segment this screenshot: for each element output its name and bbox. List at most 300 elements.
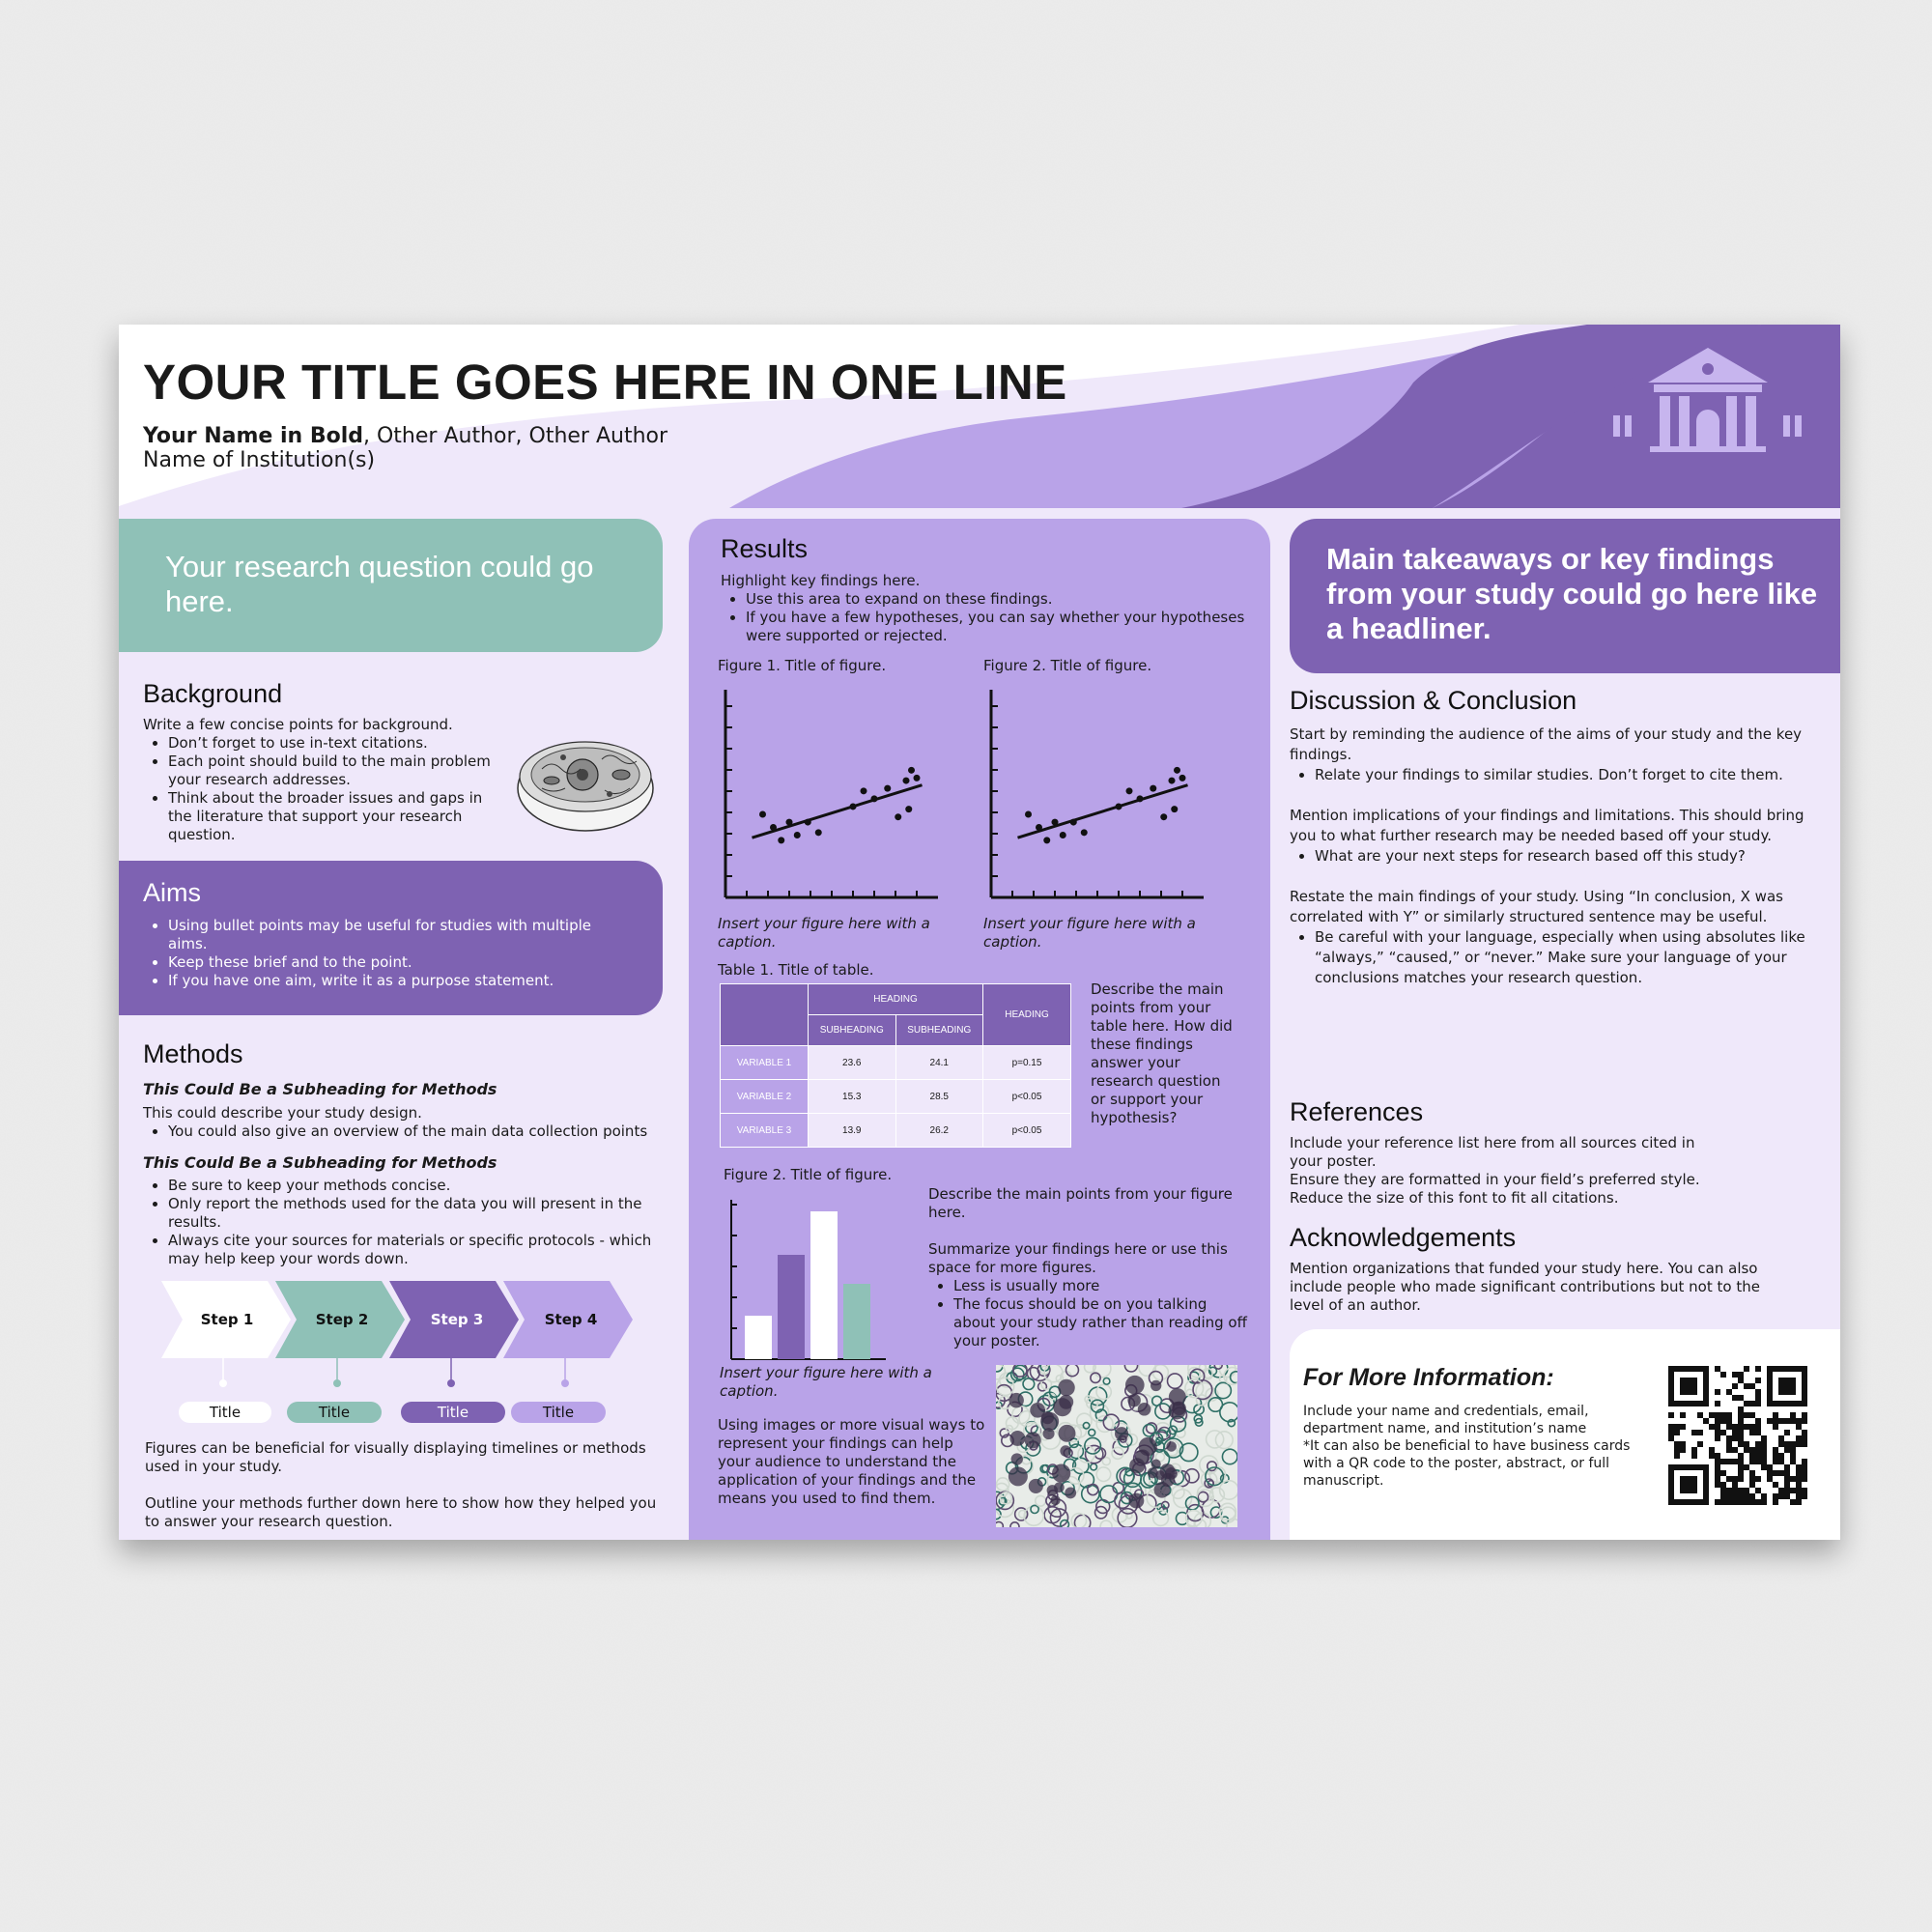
qr-module [1802, 1441, 1807, 1447]
qr-module [1744, 1493, 1749, 1499]
data-point [861, 787, 867, 794]
qr-module [1802, 1435, 1807, 1441]
methods-paragraph-2: Figures can be beneficial for visually displaying timelines or methods used in your study. [145, 1439, 646, 1475]
qr-module [1755, 1453, 1761, 1459]
qr-module [1767, 1418, 1773, 1424]
qr-module [1778, 1453, 1784, 1459]
stained-cell [1138, 1403, 1151, 1416]
table-heading-2: HEADING [983, 984, 1071, 1046]
qr-module [1773, 1447, 1778, 1453]
qr-module [1680, 1441, 1686, 1447]
qr-module [1738, 1435, 1744, 1441]
qr-module [1732, 1493, 1738, 1499]
step-4 [503, 1281, 633, 1423]
header-wave-decoration [119, 325, 1840, 508]
takeaway-box [1290, 519, 1840, 673]
qr-module [1744, 1366, 1749, 1372]
step-4-label: Step 4 [544, 1311, 598, 1328]
bar-figure-caption: Insert your figure here with a caption. [720, 1364, 932, 1400]
qr-module [1749, 1493, 1755, 1499]
qr-module [1668, 1412, 1674, 1418]
stained-cell [1029, 1479, 1043, 1493]
qr-module [1796, 1476, 1802, 1482]
qr-module [1773, 1453, 1778, 1459]
stained-cell [1009, 1466, 1028, 1486]
stained-cell [1040, 1412, 1059, 1431]
step-4-title: Title [542, 1404, 575, 1421]
more-info-box [1290, 1329, 1840, 1540]
qr-module [1755, 1378, 1761, 1383]
poster-title: YOUR TITLE GOES HERE IN ONE LINE [143, 355, 1067, 410]
data-point [1025, 811, 1032, 818]
qr-module [1761, 1464, 1767, 1470]
list-item: • If you have a few hypotheses, you can say whether your hypotheses were supported or rejected. [746, 609, 1262, 645]
qr-module [1778, 1441, 1784, 1447]
data-point [794, 832, 801, 838]
qr-module [1715, 1453, 1720, 1459]
stained-cell [1128, 1493, 1144, 1509]
qr-module [1802, 1430, 1807, 1435]
results-bullets [721, 590, 1262, 645]
qr-code-icon[interactable] [1668, 1366, 1807, 1505]
qr-module [1726, 1488, 1732, 1493]
step-2-label: Step 2 [315, 1311, 369, 1328]
qr-module [1784, 1418, 1790, 1424]
bar-desc-1: Describe the main points from your figure here. [928, 1185, 1233, 1221]
qr-module [1715, 1459, 1720, 1464]
figure-2-scatter-plot [983, 683, 1215, 915]
qr-module [1732, 1488, 1738, 1493]
data-point [805, 819, 811, 826]
qr-module [1726, 1424, 1732, 1430]
qr-module [1755, 1499, 1761, 1505]
qr-module [1691, 1447, 1697, 1453]
image-explanation: Using images or more visual ways to represent your findings can help your audience to understand the application of your findings and the means you used to find them. [718, 1416, 985, 1507]
qr-module [1773, 1493, 1778, 1499]
qr-module [1732, 1424, 1738, 1430]
methods-subheading-2: This Could Be a Subheading for Methods [143, 1153, 497, 1172]
qr-module [1790, 1441, 1796, 1447]
data-point [1150, 785, 1156, 792]
qr-module [1726, 1499, 1732, 1505]
qr-module [1802, 1459, 1807, 1464]
list-item: • Only report the methods used for the data you will present in the results. [168, 1195, 669, 1232]
stained-cell [1060, 1445, 1071, 1457]
qr-module [1738, 1476, 1744, 1482]
qr-module [1726, 1493, 1732, 1499]
list-item: • Relate your findings to similar studies. Don’t forget to cite them. [1315, 765, 1821, 785]
qr-module [1720, 1493, 1726, 1499]
discussion-bullets-1 [1290, 765, 1821, 785]
qr-module [1761, 1499, 1767, 1505]
aims-heading: Aims [143, 878, 201, 907]
qr-module [1778, 1470, 1784, 1476]
methods-heading: Methods [143, 1039, 243, 1068]
stained-cell [1115, 1427, 1128, 1440]
qr-module [1773, 1424, 1778, 1430]
qr-module [1738, 1459, 1744, 1464]
qr-module [1680, 1412, 1686, 1418]
qr-module [1802, 1470, 1807, 1476]
qr-module [1720, 1470, 1726, 1476]
qr-module [1749, 1424, 1755, 1430]
qr-module [1744, 1499, 1749, 1505]
qr-module [1761, 1441, 1767, 1447]
qr-module [1744, 1383, 1749, 1389]
institution-building-icon [1611, 346, 1804, 452]
qr-module [1726, 1476, 1732, 1482]
bar [745, 1316, 772, 1359]
qr-module [1715, 1482, 1720, 1488]
qr-module [1732, 1499, 1738, 1505]
qr-module [1784, 1430, 1790, 1435]
step-3 [389, 1281, 519, 1423]
list-item: • Be careful with your language, especially when using absolutes like “always,” “caused,” or “never.” Make sure your language of your conclusions matches your research question. [1315, 927, 1821, 988]
figure-1-scatter-plot [718, 683, 950, 915]
table-cell: 15.3 [809, 1080, 896, 1114]
qr-module [1744, 1441, 1749, 1447]
lead-author: Your Name in Bold [143, 424, 363, 448]
step-1-title: Title [209, 1404, 242, 1421]
data-point [903, 778, 910, 784]
qr-module [1796, 1435, 1802, 1441]
qr-module [1749, 1383, 1755, 1389]
qr-module [1790, 1412, 1796, 1418]
table-row [721, 1046, 1071, 1080]
data-point [1043, 837, 1050, 843]
step-1-label: Step 1 [200, 1311, 254, 1328]
qr-module [1715, 1418, 1720, 1424]
qr-module [1755, 1395, 1761, 1401]
qr-module [1703, 1418, 1709, 1424]
qr-module [1790, 1418, 1796, 1424]
qr-module [1749, 1482, 1755, 1488]
qr-module [1802, 1418, 1807, 1424]
data-point [908, 767, 915, 774]
qr-module [1796, 1470, 1802, 1476]
data-point [1081, 829, 1088, 836]
qr-module [1738, 1418, 1744, 1424]
data-point [778, 837, 784, 843]
qr-module [1790, 1499, 1796, 1505]
qr-module [1778, 1493, 1784, 1499]
data-point [1171, 806, 1178, 812]
qr-module [1738, 1499, 1744, 1505]
qr-module [1738, 1453, 1744, 1459]
stained-cell [1151, 1380, 1161, 1391]
stained-cell [1129, 1458, 1145, 1473]
data-point [895, 813, 901, 820]
aims-box [119, 861, 663, 1015]
table-corner-cell [721, 984, 809, 1046]
methods-text [143, 1080, 669, 1268]
data-point [786, 819, 793, 826]
stained-cell [1043, 1428, 1055, 1439]
qr-module [1732, 1447, 1738, 1453]
data-point [1137, 795, 1144, 802]
list-item: • Don’t forget to use in-text citations. [168, 734, 500, 753]
qr-module [1755, 1459, 1761, 1464]
table-cell: 13.9 [809, 1114, 896, 1148]
qr-module [1715, 1424, 1720, 1430]
qr-module [1784, 1493, 1790, 1499]
data-point [914, 775, 921, 781]
data-point [1036, 824, 1042, 831]
bar-figure-title: Figure 2. Title of figure. [724, 1166, 893, 1183]
qr-module [1720, 1372, 1726, 1378]
qr-module [1732, 1482, 1738, 1488]
qr-module [1761, 1459, 1767, 1464]
qr-module [1784, 1488, 1790, 1493]
list-item: • Think about the broader issues and gaps in the literature that support your research question. [168, 789, 500, 844]
results-table [720, 983, 1071, 1148]
qr-module [1755, 1441, 1761, 1447]
more-info-text [1303, 1403, 1649, 1490]
stained-cell [1052, 1463, 1070, 1482]
table-cell: p<0.05 [983, 1114, 1071, 1148]
methods-bullets-2 [143, 1177, 669, 1268]
bar [810, 1211, 838, 1359]
qr-module [1720, 1488, 1726, 1493]
qr-module [1773, 1470, 1778, 1476]
qr-module [1761, 1435, 1767, 1441]
qr-module [1761, 1493, 1767, 1499]
stained-cell [1009, 1393, 1024, 1408]
author-line [143, 424, 668, 448]
qr-module [1802, 1412, 1807, 1418]
discussion-heading: Discussion & Conclusion [1290, 686, 1577, 715]
qr-module [1732, 1459, 1738, 1464]
table-row-label: VARIABLE 1 [721, 1046, 809, 1080]
qr-module [1715, 1401, 1720, 1406]
qr-module [1784, 1464, 1790, 1470]
list-item: • Use this area to expand on these findings. [746, 590, 1262, 609]
qr-module [1738, 1412, 1744, 1418]
background-text [143, 716, 500, 844]
qr-module [1796, 1424, 1802, 1430]
qr-module [1674, 1430, 1680, 1435]
qr-module [1691, 1453, 1697, 1459]
table-cell: p=0.15 [983, 1046, 1071, 1080]
step-2 [275, 1281, 405, 1423]
data-point [1160, 813, 1167, 820]
stained-cell [1127, 1394, 1140, 1406]
qr-module [1738, 1406, 1744, 1412]
qr-module [1790, 1488, 1796, 1493]
data-point [1174, 767, 1180, 774]
qr-module [1784, 1470, 1790, 1476]
stained-cell [1172, 1402, 1185, 1415]
list-item: • Each point should build to the main problem your research addresses. [168, 753, 500, 789]
qr-module [1680, 1447, 1686, 1453]
data-point [905, 806, 912, 812]
qr-module [1732, 1383, 1738, 1389]
qr-module [1732, 1435, 1738, 1441]
acknowledgements-text: Mention organizations that funded your study here. You can also include people who made significant contributions but not to the level of an author. [1290, 1260, 1760, 1314]
qr-module [1790, 1459, 1796, 1464]
stained-cell [1139, 1437, 1157, 1456]
qr-module [1784, 1447, 1790, 1453]
qr-module [1778, 1418, 1784, 1424]
qr-module [1726, 1435, 1732, 1441]
stained-cell [1058, 1379, 1074, 1396]
discussion-paragraph-3: Restate the main findings of your study. Using “In conclusion, X was correlated with Y” or similarly structured sentence may be useful. [1290, 888, 1783, 925]
table-cell: 24.1 [895, 1046, 983, 1080]
step-3-title: Title [437, 1404, 469, 1421]
table-cell: p<0.05 [983, 1080, 1071, 1114]
qr-module [1738, 1424, 1744, 1430]
methods-subheading-1: This Could Be a Subheading for Methods [143, 1080, 497, 1098]
qr-module [1802, 1488, 1807, 1493]
list-item: • What are your next steps for research based off this study? [1315, 846, 1821, 867]
data-point [815, 829, 822, 836]
qr-module [1732, 1395, 1738, 1401]
qr-module [1773, 1459, 1778, 1464]
aims-bullets [143, 917, 632, 990]
qr-module [1755, 1430, 1761, 1435]
qr-module [1738, 1470, 1744, 1476]
data-point [1052, 819, 1059, 826]
list-item: • Less is usually more [953, 1277, 1247, 1295]
qr-module [1720, 1430, 1726, 1435]
discussion-paragraph-2: Mention implications of your findings and limitations. This should bring you to what further research may be needed based off your study. [1290, 807, 1804, 844]
qr-module [1715, 1499, 1720, 1505]
qr-module [1738, 1430, 1744, 1435]
qr-module [1749, 1470, 1755, 1476]
references-heading: References [1290, 1097, 1424, 1126]
stained-cell [1065, 1488, 1076, 1499]
stained-cell [1059, 1395, 1073, 1409]
table-row [721, 1080, 1071, 1114]
methods-paragraph-3: Outline your methods further down here to show how they helped you to answer your research question. [145, 1494, 657, 1530]
micrograph-image [996, 1365, 1237, 1527]
qr-module [1720, 1412, 1726, 1418]
data-point [1060, 832, 1066, 838]
qr-module [1755, 1476, 1761, 1482]
trend-line [1018, 785, 1188, 838]
table-row-label: VARIABLE 3 [721, 1114, 809, 1148]
qr-module [1738, 1441, 1744, 1447]
research-question: Your research question could go here. [165, 550, 594, 618]
qr-module [1726, 1447, 1732, 1453]
data-point [770, 824, 777, 831]
stained-cell [1151, 1460, 1161, 1469]
qr-module [1709, 1447, 1715, 1453]
data-point [884, 785, 891, 792]
bar-figure-description [928, 1185, 1247, 1350]
qr-module [1738, 1372, 1744, 1378]
qr-module [1784, 1441, 1790, 1447]
qr-module [1790, 1476, 1796, 1482]
key-takeaway: Main takeaways or key findings from your study could go here like a headliner. [1326, 542, 1818, 645]
qr-module [1802, 1493, 1807, 1499]
stained-cell [1125, 1376, 1145, 1395]
qr-module [1784, 1482, 1790, 1488]
qr-module [1744, 1464, 1749, 1470]
step-3-label: Step 3 [430, 1311, 484, 1328]
qr-module [1726, 1441, 1732, 1447]
qr-module [1744, 1401, 1749, 1406]
qr-module [1744, 1424, 1749, 1430]
table-cell: 23.6 [809, 1046, 896, 1080]
qr-module [1749, 1453, 1755, 1459]
qr-module [1761, 1453, 1767, 1459]
qr-module [1778, 1488, 1784, 1493]
qr-module [1709, 1412, 1715, 1418]
list-item: • If you have one aim, write it as a purpose statement. [168, 972, 632, 990]
qr-module [1715, 1470, 1720, 1476]
table-subheading: SUBHEADING [895, 1015, 983, 1046]
qr-module [1790, 1447, 1796, 1453]
bar [778, 1255, 805, 1359]
qr-module [1796, 1441, 1802, 1447]
qr-module [1732, 1430, 1738, 1435]
qr-module [1668, 1435, 1674, 1441]
qr-module [1674, 1453, 1680, 1459]
qr-module [1726, 1412, 1732, 1418]
data-point [1179, 775, 1186, 781]
qr-module [1744, 1412, 1749, 1418]
discussion-bullets-2 [1290, 846, 1821, 867]
qr-module [1796, 1493, 1802, 1499]
figure-1-caption: Insert your figure here with a caption. [718, 915, 930, 951]
figure-1-title: Figure 1. Title of figure. [718, 657, 887, 674]
qr-module [1697, 1412, 1703, 1418]
qr-module [1738, 1378, 1744, 1383]
stained-cell [1025, 1432, 1041, 1448]
qr-module [1796, 1464, 1802, 1470]
qr-module [1767, 1470, 1773, 1476]
discussion-bullets-3 [1290, 927, 1821, 988]
qr-module [1790, 1453, 1796, 1459]
qr-module [1767, 1476, 1773, 1482]
qr-module [1715, 1412, 1720, 1418]
discussion-paragraph-1: Start by reminding the audience of the aims of your study and the key findings. [1290, 725, 1803, 763]
list-item: • Using bullet points may be useful for studies with multiple aims. [168, 917, 632, 953]
qr-module [1749, 1459, 1755, 1464]
data-point [759, 811, 766, 818]
qr-module [1796, 1482, 1802, 1488]
background-heading: Background [143, 679, 283, 708]
qr-module [1720, 1459, 1726, 1464]
data-point [1169, 778, 1176, 784]
more-info-contact: Include your name and credentials, email, department name, and institution’s name [1303, 1404, 1589, 1436]
qr-module [1738, 1493, 1744, 1499]
qr-module [1778, 1459, 1784, 1464]
qr-module [1738, 1464, 1744, 1470]
figure-2-title: Figure 2. Title of figure. [983, 657, 1152, 674]
list-item: • Always cite your sources for materials or specific protocols - which may help keep your words down. [168, 1232, 669, 1268]
table-row [721, 1114, 1071, 1148]
list-item: • Keep these brief and to the point. [168, 953, 632, 972]
list-item: • You could also give an overview of the main data collection points [168, 1122, 669, 1141]
qr-module [1749, 1401, 1755, 1406]
qr-module [1715, 1366, 1720, 1372]
qr-module [1674, 1447, 1680, 1453]
qr-module [1755, 1447, 1761, 1453]
data-point [1116, 803, 1122, 810]
qr-module [1749, 1476, 1755, 1482]
qr-module [1755, 1401, 1761, 1406]
step-1 [161, 1281, 291, 1423]
reference-line: Ensure they are formatted in your field’s preferred style. [1290, 1171, 1700, 1188]
bar-desc-2: Summarize your findings here or use this space for more figures. [928, 1240, 1228, 1276]
discussion-text [1290, 724, 1821, 988]
stained-cell [1050, 1495, 1060, 1505]
qr-module [1738, 1395, 1744, 1401]
qr-module [1761, 1447, 1767, 1453]
qr-module [1709, 1453, 1715, 1459]
